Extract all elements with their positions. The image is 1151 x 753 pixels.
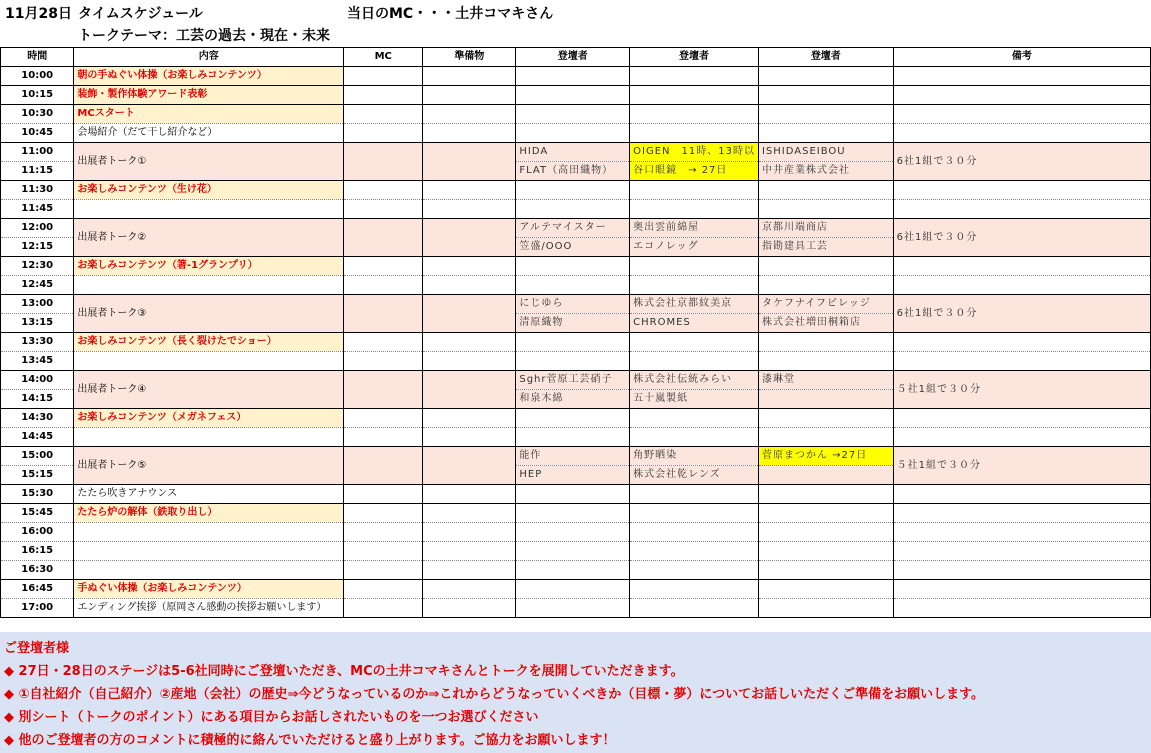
speaker-3-cell bbox=[758, 504, 893, 523]
prep-cell bbox=[423, 352, 516, 371]
remarks-cell bbox=[893, 181, 1150, 200]
prep-cell bbox=[423, 599, 516, 618]
prep-cell bbox=[423, 295, 516, 333]
mc-cell bbox=[344, 257, 423, 276]
column-header-prep: 準備物 bbox=[423, 48, 516, 67]
speaker-2-cell: エコノレッグ bbox=[630, 238, 759, 257]
column-header-remarks: 備考 bbox=[893, 48, 1150, 67]
prep-cell bbox=[423, 523, 516, 542]
speaker-2-cell bbox=[630, 504, 759, 523]
mc-cell bbox=[344, 599, 423, 618]
speaker-2-cell bbox=[630, 276, 759, 295]
speaker-1-cell bbox=[516, 67, 630, 86]
mc-cell bbox=[344, 143, 423, 181]
table-row bbox=[1, 561, 1151, 580]
content-cell bbox=[74, 523, 344, 542]
time-cell: 11:30 bbox=[1, 181, 74, 200]
time-cell: 13:15 bbox=[1, 314, 74, 333]
speaker-2-cell: CHROMES bbox=[630, 314, 759, 333]
speaker-1-cell bbox=[516, 409, 630, 428]
time-cell: 16:30 bbox=[1, 561, 74, 580]
prep-cell bbox=[423, 371, 516, 409]
speaker-1-cell bbox=[516, 504, 630, 523]
time-cell: 14:00 bbox=[1, 371, 74, 390]
speaker-3-cell: ISHIDASEIBOU bbox=[758, 143, 893, 162]
remarks-cell bbox=[893, 105, 1150, 124]
time-cell: 15:00 bbox=[1, 447, 74, 466]
speaker-1-cell bbox=[516, 580, 630, 599]
speaker-3-cell bbox=[758, 542, 893, 561]
notes-heading: ご登壇者様 bbox=[4, 641, 70, 656]
content-cell: お楽しみコンテンツ（メガネフェス） bbox=[74, 409, 344, 428]
speaker-2-cell bbox=[630, 105, 759, 124]
table-row bbox=[1, 580, 1151, 599]
time-cell: 15:45 bbox=[1, 504, 74, 523]
note-line-1: ◆ 27日・28日のステージは5-6社同時にご登壇いただき、MCの土井コマキさんとトークを展開していただきます。 bbox=[4, 664, 684, 679]
time-cell: 10:45 bbox=[1, 124, 74, 143]
mc-label: 当日のMC・・・土井コマキさん bbox=[347, 6, 554, 22]
time-cell: 14:30 bbox=[1, 409, 74, 428]
table-row bbox=[1, 523, 1151, 542]
speaker-2-cell bbox=[630, 523, 759, 542]
speaker-3-cell bbox=[758, 257, 893, 276]
table-row bbox=[1, 504, 1151, 523]
prep-cell bbox=[423, 447, 516, 485]
mc-cell bbox=[344, 124, 423, 143]
remarks-cell bbox=[893, 523, 1150, 542]
speaker-3-cell bbox=[758, 409, 893, 428]
speaker-2-cell bbox=[630, 352, 759, 371]
table-row bbox=[1, 371, 1151, 390]
talk-label-cell: 出展者トーク② bbox=[74, 219, 344, 257]
speaker-3-cell bbox=[758, 561, 893, 580]
remarks-cell bbox=[893, 86, 1150, 105]
column-header-speaker-3: 登壇者 bbox=[758, 48, 893, 67]
content-cell: エンディング挨拶（原岡さん感動の挨拶お願いします） bbox=[74, 599, 344, 618]
time-cell: 16:15 bbox=[1, 542, 74, 561]
table-row bbox=[1, 409, 1151, 428]
time-cell: 10:15 bbox=[1, 86, 74, 105]
speaker-1-cell: 清原織物 bbox=[516, 314, 630, 333]
table-row bbox=[1, 124, 1151, 143]
remarks-cell: 6社1組で３０分 bbox=[893, 219, 1150, 257]
content-cell bbox=[74, 276, 344, 295]
speaker-1-cell: HIDA bbox=[516, 143, 630, 162]
remarks-cell bbox=[893, 542, 1150, 561]
speaker-1-cell bbox=[516, 542, 630, 561]
speaker-3-cell: 菅原まつかん →27日 bbox=[758, 447, 893, 466]
content-cell: 手ぬぐい体操（お楽しみコンテンツ） bbox=[74, 580, 344, 599]
mc-cell bbox=[344, 219, 423, 257]
content-cell bbox=[74, 428, 344, 447]
time-cell: 15:15 bbox=[1, 466, 74, 485]
mc-cell bbox=[344, 105, 423, 124]
remarks-cell bbox=[893, 504, 1150, 523]
remarks-cell bbox=[893, 599, 1150, 618]
schedule-body bbox=[1, 67, 1151, 618]
mc-cell bbox=[344, 561, 423, 580]
speaker-1-cell bbox=[516, 124, 630, 143]
speaker-3-cell: 指勘建具工芸 bbox=[758, 238, 893, 257]
time-cell: 11:00 bbox=[1, 143, 74, 162]
time-cell: 13:30 bbox=[1, 333, 74, 352]
remarks-cell bbox=[893, 409, 1150, 428]
talk-label-cell: 出展者トーク③ bbox=[74, 295, 344, 333]
table-row bbox=[1, 447, 1151, 466]
mc-cell bbox=[344, 523, 423, 542]
mc-cell bbox=[344, 504, 423, 523]
time-cell: 14:45 bbox=[1, 428, 74, 447]
speaker-1-cell bbox=[516, 333, 630, 352]
speaker-2-cell: 五十嵐製紙 bbox=[630, 390, 759, 409]
speaker-2-cell bbox=[630, 200, 759, 219]
prep-cell bbox=[423, 276, 516, 295]
speaker-2-cell bbox=[630, 124, 759, 143]
remarks-cell bbox=[893, 257, 1150, 276]
prep-cell bbox=[423, 105, 516, 124]
speaker-3-cell: タケフナイフビレッジ bbox=[758, 295, 893, 314]
remarks-cell bbox=[893, 67, 1150, 86]
table-row bbox=[1, 219, 1151, 238]
speaker-1-cell bbox=[516, 86, 630, 105]
mc-cell bbox=[344, 447, 423, 485]
speaker-2-cell: 谷口眼鏡 → 27日 bbox=[630, 162, 759, 181]
time-cell: 10:00 bbox=[1, 67, 74, 86]
mc-cell bbox=[344, 409, 423, 428]
prep-cell bbox=[423, 561, 516, 580]
prep-cell bbox=[423, 409, 516, 428]
mc-cell bbox=[344, 67, 423, 86]
column-header-mc: MC bbox=[344, 48, 423, 67]
prep-cell bbox=[423, 428, 516, 447]
speaker-2-cell: 角野晒染 bbox=[630, 447, 759, 466]
prep-cell bbox=[423, 181, 516, 200]
mc-cell bbox=[344, 580, 423, 599]
mc-cell bbox=[344, 295, 423, 333]
mc-cell bbox=[344, 352, 423, 371]
prep-cell bbox=[423, 67, 516, 86]
talk-theme: トークテーマ：工芸の過去・現在・未来 bbox=[78, 28, 330, 44]
speaker-1-cell bbox=[516, 200, 630, 219]
time-cell: 12:00 bbox=[1, 219, 74, 238]
prep-cell bbox=[423, 86, 516, 105]
talk-label-cell: 出展者トーク① bbox=[74, 143, 344, 181]
table-header-row bbox=[1, 48, 1151, 67]
talk-label-cell: 出展者トーク④ bbox=[74, 371, 344, 409]
speaker-2-cell bbox=[630, 599, 759, 618]
speaker-1-cell: 笠盛/OOO bbox=[516, 238, 630, 257]
note-line-4: ◆ 他のご登壇者の方のコメントに積極的に絡んでいただけると盛り上がります。ご協力をお願いします！ bbox=[4, 733, 616, 748]
remarks-cell bbox=[893, 352, 1150, 371]
speaker-1-cell: Sghr菅原工芸硝子 bbox=[516, 371, 630, 390]
speaker-2-cell: 株式会社京都紋美京 bbox=[630, 295, 759, 314]
remarks-cell bbox=[893, 200, 1150, 219]
prep-cell bbox=[423, 333, 516, 352]
speaker-2-cell bbox=[630, 67, 759, 86]
column-header-speaker-1: 登壇者 bbox=[516, 48, 630, 67]
table-row bbox=[1, 542, 1151, 561]
table-row bbox=[1, 599, 1151, 618]
table-row bbox=[1, 485, 1151, 504]
speaker-2-cell bbox=[630, 561, 759, 580]
speaker-1-cell: にじゆら bbox=[516, 295, 630, 314]
time-cell: 15:30 bbox=[1, 485, 74, 504]
speaker-3-cell bbox=[758, 276, 893, 295]
content-cell: お楽しみコンテンツ（生け花） bbox=[74, 181, 344, 200]
schedule-title: タイムスケジュール bbox=[78, 6, 203, 22]
speaker-3-cell bbox=[758, 466, 893, 485]
content-cell bbox=[74, 352, 344, 371]
prep-cell bbox=[423, 219, 516, 257]
mc-cell bbox=[344, 86, 423, 105]
time-cell: 17:00 bbox=[1, 599, 74, 618]
mc-cell bbox=[344, 371, 423, 409]
column-header-content: 内容 bbox=[74, 48, 344, 67]
table-row bbox=[1, 352, 1151, 371]
note-line-2: ◆ ①自社紹介（自己紹介）②産地（会社）の歴史⇒今どうなっているのか⇒これからどうなっていくべきか（目標・夢）についてお話しいただくご準備をお願いします。 bbox=[4, 687, 985, 702]
time-cell: 11:45 bbox=[1, 200, 74, 219]
remarks-cell bbox=[893, 485, 1150, 504]
speaker-2-cell bbox=[630, 428, 759, 447]
content-cell: お楽しみコンテンツ（長く裂けたでショー） bbox=[74, 333, 344, 352]
speaker-3-cell bbox=[758, 200, 893, 219]
time-cell: 13:45 bbox=[1, 352, 74, 371]
speaker-1-cell: 和泉木綿 bbox=[516, 390, 630, 409]
content-cell: 装飾・製作体験アワード表彰 bbox=[74, 86, 344, 105]
speaker-1-cell bbox=[516, 561, 630, 580]
table-row bbox=[1, 276, 1151, 295]
table-row bbox=[1, 257, 1151, 276]
prep-cell bbox=[423, 542, 516, 561]
time-cell: 13:00 bbox=[1, 295, 74, 314]
talk-label-cell: 出展者トーク⑤ bbox=[74, 447, 344, 485]
content-cell: たたら炉の解体（鉄取り出し） bbox=[74, 504, 344, 523]
content-cell: 朝の手ぬぐい体操（お楽しみコンテンツ） bbox=[74, 67, 344, 86]
prep-cell bbox=[423, 485, 516, 504]
mc-cell bbox=[344, 181, 423, 200]
speaker-1-cell bbox=[516, 485, 630, 504]
content-cell bbox=[74, 200, 344, 219]
speaker-1-cell bbox=[516, 276, 630, 295]
column-header-speaker-2: 登壇者 bbox=[630, 48, 759, 67]
speaker-3-cell bbox=[758, 599, 893, 618]
time-cell: 12:30 bbox=[1, 257, 74, 276]
remarks-cell bbox=[893, 124, 1150, 143]
speaker-3-cell: 中井産業株式会社 bbox=[758, 162, 893, 181]
mc-cell bbox=[344, 485, 423, 504]
speaker-2-cell bbox=[630, 181, 759, 200]
speaker-3-cell bbox=[758, 124, 893, 143]
table-row bbox=[1, 86, 1151, 105]
table-row bbox=[1, 295, 1151, 314]
remarks-cell bbox=[893, 561, 1150, 580]
speaker-2-cell bbox=[630, 485, 759, 504]
speaker-2-cell bbox=[630, 409, 759, 428]
remarks-cell: ５社1組で３０分 bbox=[893, 371, 1150, 409]
time-cell: 11:15 bbox=[1, 162, 74, 181]
speaker-3-cell bbox=[758, 333, 893, 352]
time-cell: 16:00 bbox=[1, 523, 74, 542]
prep-cell bbox=[423, 257, 516, 276]
speaker-3-cell bbox=[758, 485, 893, 504]
speaker-1-cell bbox=[516, 599, 630, 618]
table-row bbox=[1, 333, 1151, 352]
speaker-3-cell: 京都川端商店 bbox=[758, 219, 893, 238]
speaker-2-cell bbox=[630, 257, 759, 276]
speaker-3-cell bbox=[758, 67, 893, 86]
speaker-2-cell: 奥出雲前綿屋 bbox=[630, 219, 759, 238]
speaker-1-cell: HEP bbox=[516, 466, 630, 485]
prep-cell bbox=[423, 504, 516, 523]
schedule-table bbox=[0, 47, 1151, 618]
speaker-1-cell: 能作 bbox=[516, 447, 630, 466]
content-cell: 会場紹介（だて干し紹介など） bbox=[74, 124, 344, 143]
time-cell: 14:15 bbox=[1, 390, 74, 409]
speaker-1-cell bbox=[516, 352, 630, 371]
remarks-cell: 6社1組で３０分 bbox=[893, 143, 1150, 181]
speaker-2-cell bbox=[630, 542, 759, 561]
mc-cell bbox=[344, 333, 423, 352]
speaker-1-cell bbox=[516, 181, 630, 200]
table-row bbox=[1, 200, 1151, 219]
speaker-1-cell: アルテマイスター bbox=[516, 219, 630, 238]
table-row bbox=[1, 143, 1151, 162]
table-row bbox=[1, 181, 1151, 200]
speaker-3-cell bbox=[758, 580, 893, 599]
time-cell: 12:15 bbox=[1, 238, 74, 257]
speaker-2-cell bbox=[630, 86, 759, 105]
prep-cell bbox=[423, 143, 516, 181]
speaker-3-cell bbox=[758, 352, 893, 371]
speaker-1-cell bbox=[516, 105, 630, 124]
speaker-notes-panel bbox=[0, 632, 1151, 753]
remarks-cell bbox=[893, 580, 1150, 599]
time-cell: 16:45 bbox=[1, 580, 74, 599]
speaker-3-cell bbox=[758, 428, 893, 447]
mc-cell bbox=[344, 428, 423, 447]
speaker-3-cell bbox=[758, 523, 893, 542]
date-label: 11月28日 bbox=[5, 6, 72, 22]
remarks-cell bbox=[893, 333, 1150, 352]
prep-cell bbox=[423, 580, 516, 599]
mc-cell bbox=[344, 276, 423, 295]
content-cell: MCスタート bbox=[74, 105, 344, 124]
mc-cell bbox=[344, 542, 423, 561]
column-header-time: 時間 bbox=[1, 48, 74, 67]
speaker-3-cell bbox=[758, 86, 893, 105]
speaker-3-cell bbox=[758, 105, 893, 124]
speaker-3-cell bbox=[758, 390, 893, 409]
mc-cell bbox=[344, 200, 423, 219]
table-row bbox=[1, 105, 1151, 124]
speaker-3-cell: 漆琳堂 bbox=[758, 371, 893, 390]
speaker-1-cell: FLAT（高田織物） bbox=[516, 162, 630, 181]
table-row bbox=[1, 67, 1151, 86]
prep-cell bbox=[423, 124, 516, 143]
content-cell: お楽しみコンテンツ（箸-1グランプリ） bbox=[74, 257, 344, 276]
time-cell: 10:30 bbox=[1, 105, 74, 124]
speaker-2-cell: 株式会社乾レンズ bbox=[630, 466, 759, 485]
speaker-2-cell bbox=[630, 333, 759, 352]
speaker-3-cell: 株式会社増田桐箱店 bbox=[758, 314, 893, 333]
remarks-cell: 6社1組で３０分 bbox=[893, 295, 1150, 333]
speaker-2-cell: 株式会社伝統みらい bbox=[630, 371, 759, 390]
time-cell: 12:45 bbox=[1, 276, 74, 295]
content-cell bbox=[74, 542, 344, 561]
table-row bbox=[1, 428, 1151, 447]
remarks-cell: ５社1組で３０分 bbox=[893, 447, 1150, 485]
speaker-2-cell: OIGEN 11時、13時以 bbox=[630, 143, 759, 162]
content-cell: たたら吹きアナウンス bbox=[74, 485, 344, 504]
prep-cell bbox=[423, 200, 516, 219]
content-cell bbox=[74, 561, 344, 580]
speaker-1-cell bbox=[516, 257, 630, 276]
speaker-2-cell bbox=[630, 580, 759, 599]
note-line-3: ◆ 別シート（トークのポイント）にある項目からお話しされたいものを一つお選びください bbox=[4, 710, 539, 725]
speaker-1-cell bbox=[516, 428, 630, 447]
speaker-3-cell bbox=[758, 181, 893, 200]
remarks-cell bbox=[893, 276, 1150, 295]
speaker-1-cell bbox=[516, 523, 630, 542]
remarks-cell bbox=[893, 428, 1150, 447]
